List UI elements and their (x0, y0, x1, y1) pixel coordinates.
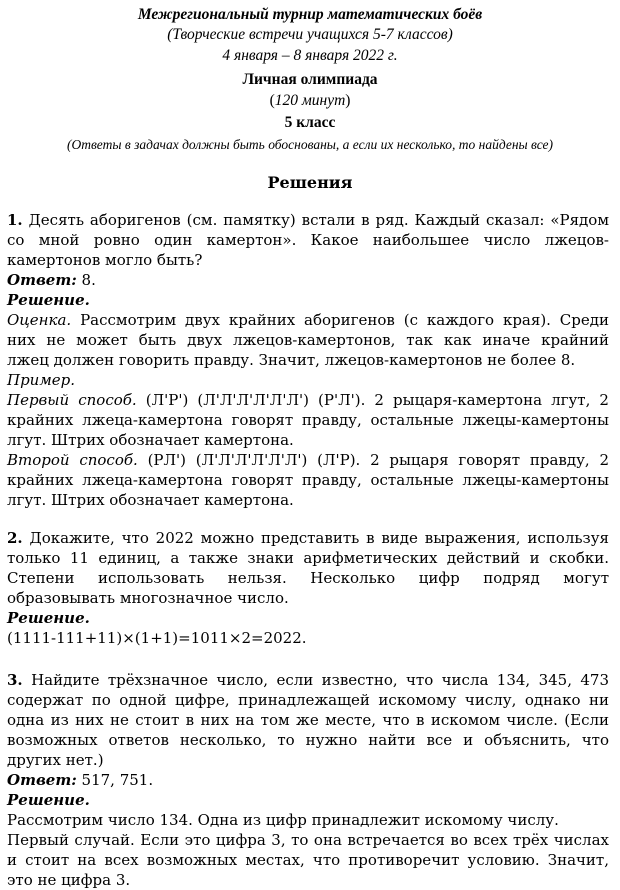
tournament-title: Межрегиональный турнир математических боёв (137, 6, 483, 23)
problem-3-text: Найдите трёхзначное число, если известно, что числа 134, 345, 473 (31, 671, 609, 689)
problem-2-line: Степени использовать нельзя. Несколько цифр подряд могут (7, 569, 609, 587)
answer-value: 517, 751. (81, 771, 154, 789)
solution-label: Решение. (7, 791, 90, 809)
problem-2-line: только 11 единиц, а также знаки арифметических действий и скобки. (7, 549, 609, 567)
solution-label: Решение. (7, 609, 90, 627)
problem-3-line: возможных ответов несколько, то нужно найти все и объяснить, что (7, 731, 609, 749)
estimate-label: Оценка. (7, 311, 72, 329)
event-duration (0, 92, 620, 110)
problem-2-line (7, 528, 609, 548)
solutions-heading: Решения (267, 173, 353, 192)
problem-3-line (7, 670, 609, 690)
problem-3-solution-line: Рассмотрим число 134. Одна из цифр принадлежит искомому числу. (7, 811, 559, 829)
problem-2-text: Докажите, что 2022 можно представить в виде выражения, используя (29, 529, 609, 547)
duration-value: 120 минут (274, 92, 346, 109)
problem-3-solution-line: это не цифра 3. (7, 871, 131, 889)
problem-2-line: образовывать многозначное число. (7, 589, 289, 607)
problem-3 (7, 670, 609, 890)
problem-3-line: одна из них не стоит в них на том же месте, что в искомом числе. (Если (7, 711, 609, 729)
problem-1-number: 1. (7, 211, 23, 229)
way-1-text: (Л'Р') (Л'Л'Л'Л'Л'Л') (Р'Л'). 2 рыцаря-камертона лгут, 2 (145, 391, 609, 409)
problem-2-number: 2. (7, 529, 23, 547)
instructions-note: (Ответы в задачах должны быть обоснованы, а если их несколько, то найдены все) (66, 137, 554, 152)
way-1-line: лгут. Штрих обозначает камертона. (7, 431, 294, 449)
estimate-line: лжец должен говорить правду. Значит, лжецов-камертонов не более 8. (7, 351, 576, 369)
way-2-line (7, 450, 609, 470)
problem-1-line: со мной ровно один камертон». Какое наибольшее число лжецов- (7, 231, 609, 249)
problem-3-answer (7, 770, 609, 790)
problem-1-text: Десять аборигенов (см. памятку) встали в ряд. Каждый сказал: «Рядом (28, 211, 609, 229)
way-1-label: Первый способ. (7, 391, 137, 409)
problem-3-solution-line: и стоит на всех возможных местах, что противоречит условию. Значит, (7, 851, 609, 869)
way-2-line: лгут. Штрих обозначает камертона. (7, 491, 294, 509)
duration-open-paren: ( (269, 92, 275, 109)
estimate-line: них не может быть двух лжецов-камертонов, так как иначе крайний (7, 331, 609, 349)
way-1-line: крайних лжеца-камертона говорят правду, остальные лжецы-камертоны (7, 411, 609, 429)
problem-1-line: камертонов могло быть? (7, 251, 203, 269)
solution-label: Решение. (7, 291, 90, 309)
problem-2-solution: (1111-111+11)×(1+1)=1011×2=2022. (7, 629, 307, 647)
tournament-subtitle: (Творческие встречи учащихся 5-7 классов) (167, 26, 453, 43)
tournament-dates: 4 января – 8 января 2022 г. (222, 47, 398, 64)
problem-3-number: 3. (7, 671, 23, 689)
event-title: Личная олимпиада (242, 71, 378, 88)
estimate-line (7, 310, 609, 330)
problem-3-line: других нет.) (7, 751, 104, 769)
way-2-text: (РЛ') (Л'Л'Л'Л'Л'Л') (Л'Р). 2 рыцаря говорят правду, 2 (147, 451, 609, 469)
example-label: Пример. (7, 371, 76, 389)
way-2-line: крайних лжеца-камертона говорят правду, остальные лжецы-камертоны (7, 471, 609, 489)
problem-1-line (7, 210, 609, 230)
grade-title: 5 класс (284, 114, 336, 131)
duration-close-paren: ) (345, 92, 351, 109)
way-1-line (7, 390, 609, 410)
estimate-text: Рассмотрим двух крайних аборигенов (с каждого края). Среди (80, 311, 609, 329)
answer-value: 8. (81, 271, 96, 289)
problem-1 (7, 210, 609, 510)
problem-3-line: содержат по одной цифре, принадлежащей искомому числу, однако ни (7, 691, 609, 709)
problem-1-answer (7, 270, 609, 290)
answer-label: Ответ: (7, 271, 77, 289)
way-2-label: Второй способ. (7, 451, 138, 469)
problem-3-solution-line: Первый случай. Если это цифра 3, то она встречается во всех трёх числах (7, 831, 609, 849)
answer-label: Ответ: (7, 771, 77, 789)
problem-2 (7, 528, 609, 648)
